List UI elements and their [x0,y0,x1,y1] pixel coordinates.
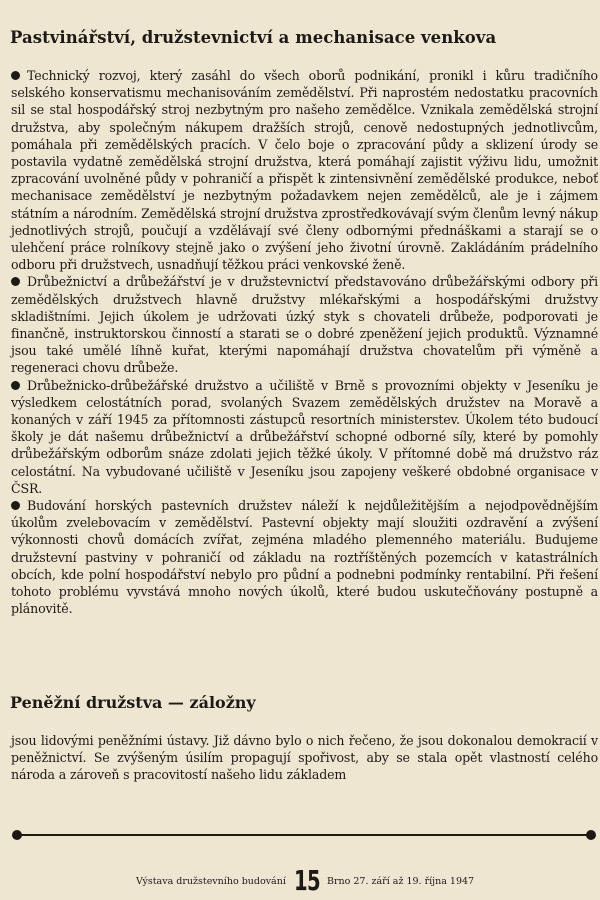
footer-exhibition-title: Výstava družstevního budování [136,876,286,887]
bullet-icon [11,277,20,286]
paragraph-text: Drůbežnictví a drůbežářství je v družstevnictví představováno drůbežářskými odbory při zemědělských družstvech hlavně družstvy mlékařskými a hospodářskými družstvy skladištními. Jejich úkolem je udržovati úzký styk s chovateli drůbeže, podporovati je finančně, instruktorskou činností a starati se o dobré zpeněžení jejich produktů. Významné jsou také umělé líhně kuřat, kterými napomáhají družstva chovatelům při výměně a regeneraci chovu drůbeže. [11,274,598,376]
divider-line [18,834,590,836]
paragraph [11,273,598,376]
paragraph [11,497,598,617]
section-title-pastvinarstvi: Pastvinářství, družstevnictví a mechanisace venkova [10,28,497,47]
paragraph-text: Technický rozvoj, který zasáhl do všech oborů podnikání, pronikl i kůru tradičního selského konservatismu mechanisováním zemědělství. Při naprostém nedostatku pracovních sil se stal hospodářský stroj nezbytným pro našeho zemědělce. Vznikala zemědělská strojní družstva, aby společným nákupem dražších strojů, cenově nedostupných jednotlivcům, pomáhala při zemědělských pracích. V čelo boje o zpracování půdy a sklizení úrody se postavila vydatně zemědělská strojní družstva, která pomáhají zajistit výživu lidu, umožnit zpracování uvolněné půdy v pohraničí a přispět k zintensivnění zemědělské produkce, neboť mechanisace zemědělství je nezbytným požadavkem nejen zemědělců, ale je i zájmem státním a národním. Zemědělská strojní družstva zprostředkovávají svým členům levný nákup jednotlivých strojů, poučují a vzdělávají své členy odbornými přednáškami a starají se o ulehčení práce rolníkovy stejně jako o zvýšení jeho životní úrovně. Zakládáním prádelního odboru při družstvech, usnadňují těžkou práci venkovské ženě. [11,68,598,273]
section-body [11,732,598,784]
divider-rule [12,829,596,841]
paragraph-text: Drůbežnicko-drůbežářské družstvo a učiliště v Brně s provozními objekty v Jeseníku je výsledkem celostátních porad, svolaných Svazem zemědělských družstev na Moravě a konaných v září 1945 za přítomnosti zástupců resortních ministerstev. Úkolem této budoucí školy je dát našemu drůbežnictví a drůbežářství schopné odborné síly, které by pomohly drůbežářským odborům snáze zdolati jejich těžké úkoly. V přítomné době má družstvo ráz celostátní. Na vybudované učiliště v Jeseníku jsou zapojeny veškeré obdobné organisace v ČSR. [11,377,598,496]
bullet-icon [11,501,20,510]
page-number: 15 [294,864,320,897]
section-body [11,67,598,618]
paragraph-text: Budování horských pastevních družstev náleží k nejdůležitějším a nejodpovědnějším úkolům zvelebovacím v zemědělství. Pastevní objekty mají sloužiti ozdravění a zvýšení výkonnosti chovů domácích zvířat, zejména mladého plemenného materiálu. Budujeme družstevní pastviny v pohraničí od základu na roztříštěných pozemcích v katastrálních obcích, kde polní hospodářství nebylo pro půdní a podnebni podmínky rentabilní. Při řešení tohoto problému vyvstává mnoho nových úkolů, které budou uskutečňovány postupně a plánovitě. [11,498,598,617]
page-footer [0,862,600,898]
bullet-icon [11,71,20,80]
bullet-icon [11,381,20,390]
section-title-penezni-druzstva: Peněžní družstva — záložny [10,693,256,712]
divider-dot-right [586,830,596,840]
paragraph [11,377,598,497]
paragraph-text: jsou lidovými peněžními ústavy. Již dávno bylo o nich řečeno, že jsou dokonalou demokracií v peněžnictví. Se zvýšeným úsilím propagují spořivost, aby se stala opět vlastností celého národa a zároveň s pracovitostí našeho lidu základem [11,733,598,783]
paragraph [11,67,598,273]
footer-dates: Brno 27. září až 19. října 1947 [327,876,475,887]
